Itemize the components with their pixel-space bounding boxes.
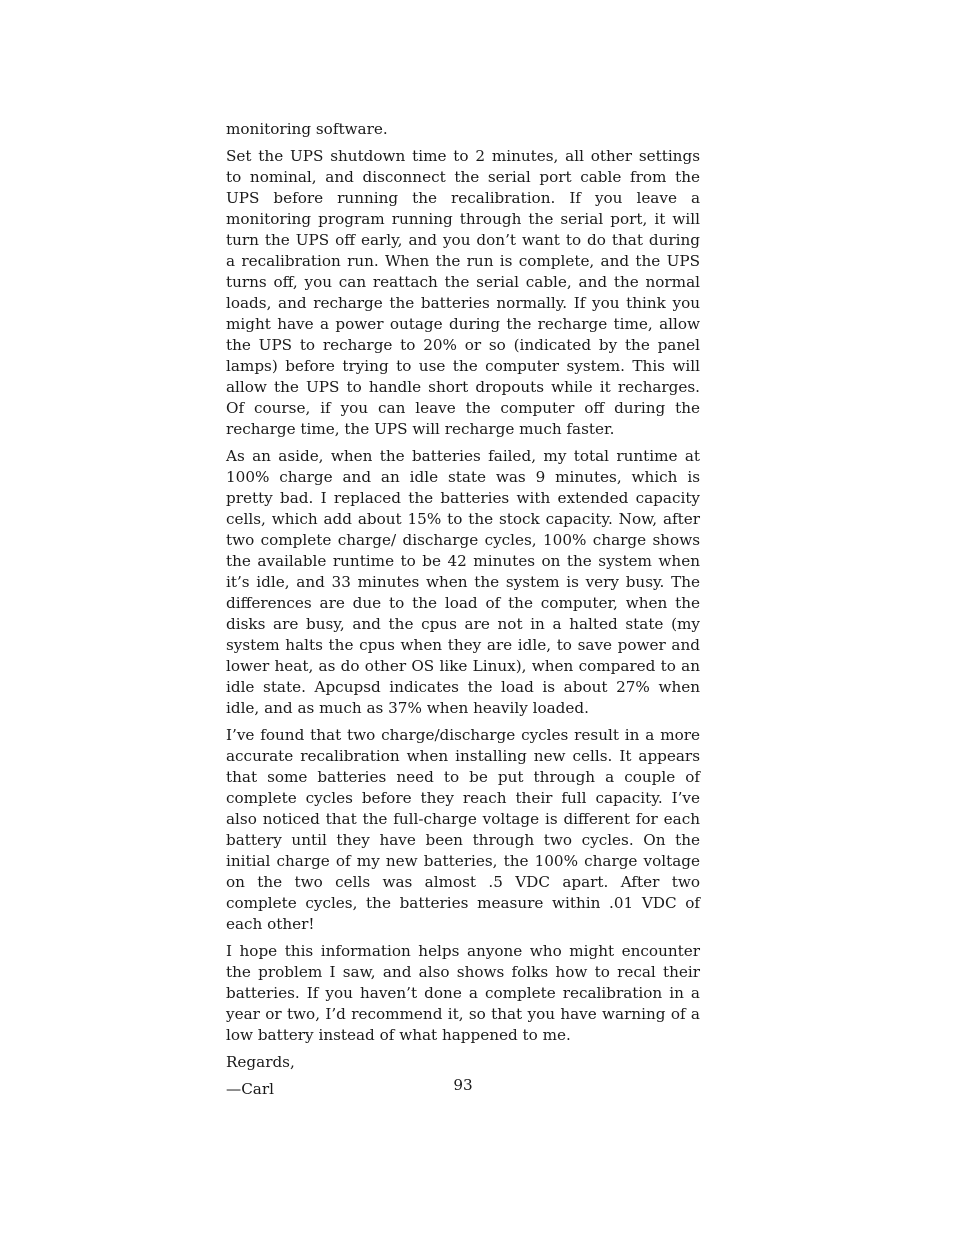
paragraph-runtime-aside: As an aside, when the batteries failed, my total runtime at 100% charge and an idle state was 9 minutes, which is pretty bad. I replaced the batteries with extended capacity cells, which add about 15% to the stock capacity. Now, after two complete charge/ discharge cycles, 100% charge shows the available runtime to be 42 minutes on the system when it’s idle, and 33 minutes when the system is very busy. The differences are due to the load of the computer, when the disks are busy, and the cpus are not in a halted state (my system halts the cpus when they are idle, to save power and lower heat, as do other OS like Linux), when compared to an idle state. Apcupsd indicates the load is about 27% when idle, and as much as 37% when heavily loaded. (226, 447, 700, 717)
paragraph-continuation: monitoring software. (226, 120, 388, 138)
page-number: 93 (453, 1076, 473, 1094)
paragraph-shutdown-instructions: Set the UPS shutdown time to 2 minutes, all other settings to nominal, and disconnect the serial port cable from the UPS before running the recalibration. If you leave a monitoring program running through the serial port, it will turn the UPS off early, and you don’t want to do that during a recalibration run. When the run is complete, and the UPS turns off, you can reattach the serial cable, and the normal loads, and recharge the batteries normally. If you think you might have a power outage during the recharge time, allow the UPS to recharge to 20% or so (indicated by the panel lamps) before trying to use the computer system. This will allow the UPS to handle short dropouts while it recharges. Of course, if you can leave the computer off during the recharge time, the UPS will recharge much faster. (226, 147, 700, 438)
closing-salutation: Regards, (226, 1053, 295, 1071)
paragraph-closing-remarks: I hope this information helps anyone who might encounter the problem I saw, and also shows folks how to recal their batteries. If you haven’t done a complete recalibration in a year or two, I’d recommend it, so that you have warning of a low battery instead of what happened to me. (226, 942, 700, 1044)
signature: —Carl (226, 1080, 274, 1098)
paragraph-charge-cycles: I’ve found that two charge/discharge cycles result in a more accurate recalibration when installing new cells. It appears that some batteries need to be put through a couple of complete cycles before they reach their full capacity. I’ve also noticed that the full-charge voltage is different for each battery until they have been through two cycles. On the initial charge of my new batteries, the 100% charge voltage on the two cells was almost .5 VDC apart. After two complete cycles, the batteries measure within .01 VDC of each other! (226, 726, 700, 933)
body-text (226, 119, 700, 1106)
